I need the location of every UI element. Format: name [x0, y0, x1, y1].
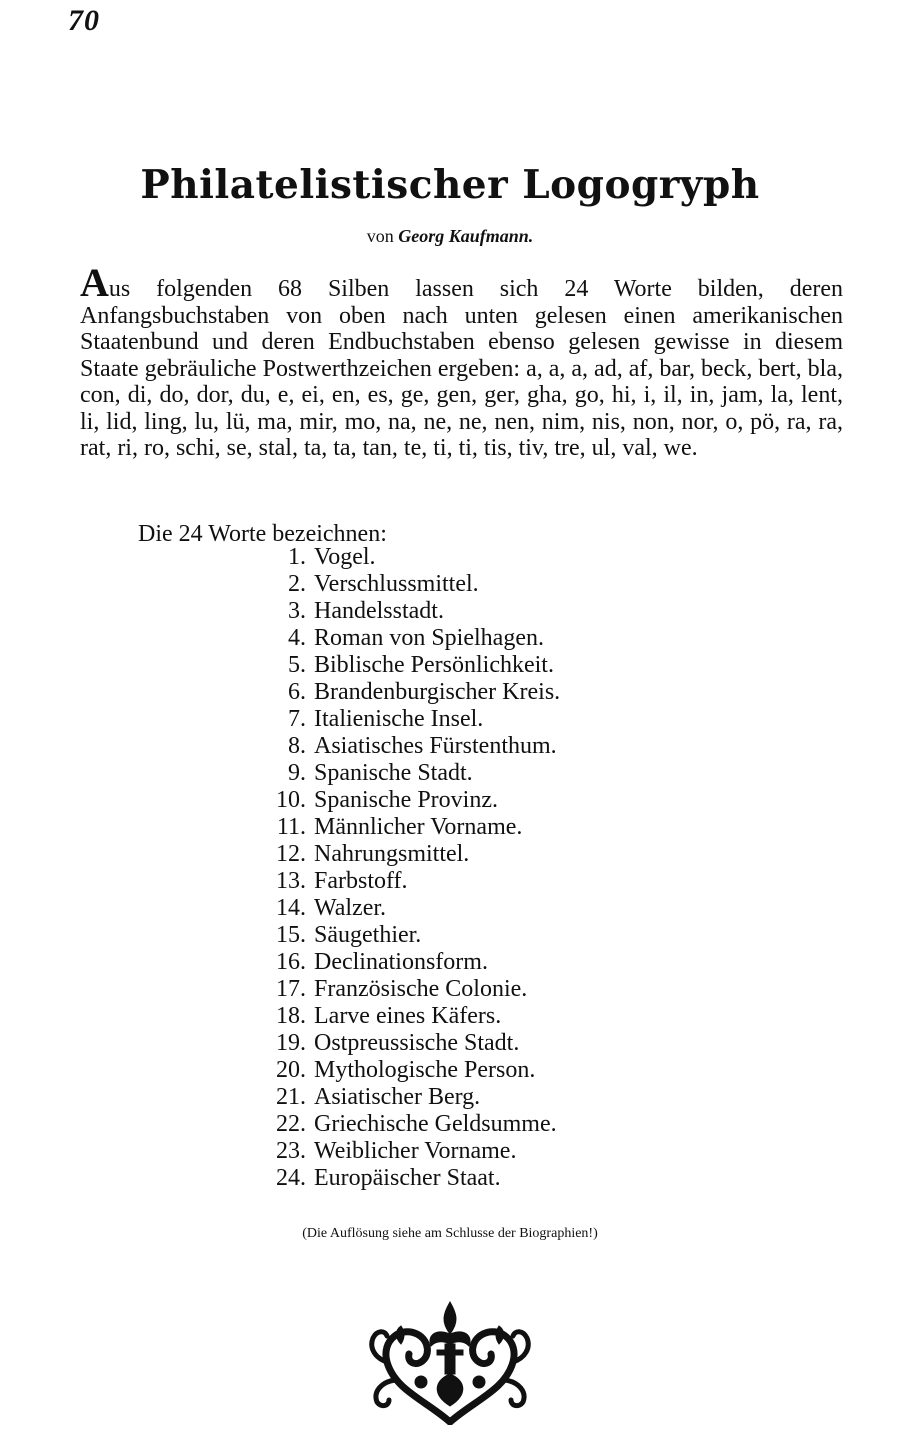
list-item-number: 12.: [276, 841, 306, 867]
list-item: [250, 814, 560, 841]
list-item-text: Griechische Geldsumme.: [314, 1111, 557, 1137]
list-item-number: 22.: [276, 1111, 306, 1137]
list-item-text: Walzer.: [314, 895, 387, 921]
list-item-text: Männlicher Vorname.: [314, 814, 523, 840]
list-intro: Die 24 Worte bezeichnen:: [138, 521, 387, 547]
list-item-text: Europäischer Staat.: [314, 1165, 501, 1191]
list-item: [250, 706, 560, 733]
list-item: [250, 841, 560, 868]
list-item-text: Vogel.: [314, 544, 376, 570]
page-title: Philatelistischer Logogryph: [140, 162, 760, 208]
list-item-text: Spanische Provinz.: [314, 787, 498, 813]
list-item-text: Larve eines Käfers.: [314, 1003, 502, 1029]
list-item: [250, 787, 560, 814]
list-item-text: Französische Colonie.: [314, 976, 528, 1002]
list-item-number: 20.: [276, 1057, 306, 1083]
list-item: [250, 1165, 560, 1192]
list-item-number: 11.: [276, 814, 306, 840]
list-item-number: 15.: [276, 922, 306, 948]
list-item-number: 5.: [288, 652, 306, 678]
footnote: (Die Auflösung siehe am Schlusse der Biographien!): [302, 1226, 598, 1241]
list-item: [250, 598, 560, 625]
list-item-text: Weiblicher Vorname.: [314, 1138, 517, 1164]
list-item-number: 1.: [288, 544, 306, 570]
list-item-text: Italienische Insel.: [314, 706, 484, 732]
list-item-number: 14.: [276, 895, 306, 921]
list-item-number: 13.: [276, 868, 306, 894]
list-item: [250, 1057, 560, 1084]
list-item-text: Verschlussmittel.: [314, 571, 479, 597]
list-item: [250, 895, 560, 922]
list-item-text: Asiatischer Berg.: [314, 1084, 481, 1110]
list-item-number: 8.: [288, 733, 306, 759]
list-item-text: Säugethier.: [314, 922, 422, 948]
list-item-text: Handelsstadt.: [314, 598, 444, 624]
list-item: [250, 544, 560, 571]
list-item-number: 24.: [276, 1165, 306, 1191]
list-item-number: 19.: [276, 1030, 306, 1056]
fleur-de-lis-ornament-icon: [365, 1300, 535, 1425]
list-item: [250, 733, 560, 760]
list-item: [250, 760, 560, 787]
list-item-text: Roman von Spielhagen.: [314, 625, 544, 651]
list-item-number: 9.: [288, 760, 306, 786]
list-item: [250, 922, 560, 949]
word-list: [250, 544, 560, 1192]
list-item-text: Brandenburgischer Kreis.: [314, 679, 561, 705]
list-item-number: 4.: [288, 625, 306, 651]
list-item: [250, 1030, 560, 1057]
list-item-text: Ostpreussische Stadt.: [314, 1030, 520, 1056]
list-item-text: Declinationsform.: [314, 949, 488, 975]
list-item-number: 2.: [288, 571, 306, 597]
list-item-number: 3.: [288, 598, 306, 624]
list-item: [250, 1084, 560, 1111]
list-item-text: Farbstoff.: [314, 868, 408, 894]
list-item: [250, 949, 560, 976]
list-item: [250, 1111, 560, 1138]
list-item: [250, 868, 560, 895]
list-item-text: Asiatisches Fürstenthum.: [314, 733, 557, 759]
list-item: [250, 571, 560, 598]
list-item-number: 17.: [276, 976, 306, 1002]
puzzle-paragraph: [80, 260, 843, 462]
list-item-text: Spanische Stadt.: [314, 760, 473, 786]
list-item-number: 18.: [276, 1003, 306, 1029]
list-item: [250, 625, 560, 652]
list-item: [250, 1138, 560, 1165]
page-number: 70: [68, 4, 100, 37]
list-item: [250, 1003, 560, 1030]
byline-prefix: von: [366, 226, 394, 246]
drop-cap-initial: A: [80, 260, 109, 305]
list-item-number: 10.: [276, 787, 306, 813]
list-item: [250, 679, 560, 706]
list-item-number: 7.: [288, 706, 306, 732]
list-item-number: 23.: [276, 1138, 306, 1164]
list-item: [250, 976, 560, 1003]
list-item-text: Nahrungsmittel.: [314, 841, 470, 867]
list-item-number: 21.: [276, 1084, 306, 1110]
list-item: [250, 652, 560, 679]
byline: [0, 226, 900, 247]
list-item-number: 6.: [288, 679, 306, 705]
list-item-number: 16.: [276, 949, 306, 975]
paragraph-text: us folgenden 68 Silben lassen sich 24 Worte bilden, deren Anfangsbuchstaben von oben nach unten gelesen einen amerikanischen Staatenbund und deren Endbuchstaben ebenso gelesen gewisse in diesem Staate gebräuliche Postwerthzeichen ergeben: a, a, a, ad, af, bar, beck, bert, bla, con, di, do, dor, du, e, ei, en, es, ge, gen, ger, gha, go, hi, i, il, in, jam, la, lent, li, lid, ling, lu, lü, ma, mir, mo, na, ne, ne, nen, nim, nis, non, nor, o, pö, ra, ra, rat, ri, ro, schi, se, stal, ta, ta, tan, te, ti, ti, tis, tiv, tre, ul, val, we.: [80, 276, 843, 461]
list-item-text: Mythologische Person.: [314, 1057, 536, 1083]
list-item-text: Biblische Persönlichkeit.: [314, 652, 554, 678]
byline-author: Georg Kaufmann.: [398, 226, 534, 246]
